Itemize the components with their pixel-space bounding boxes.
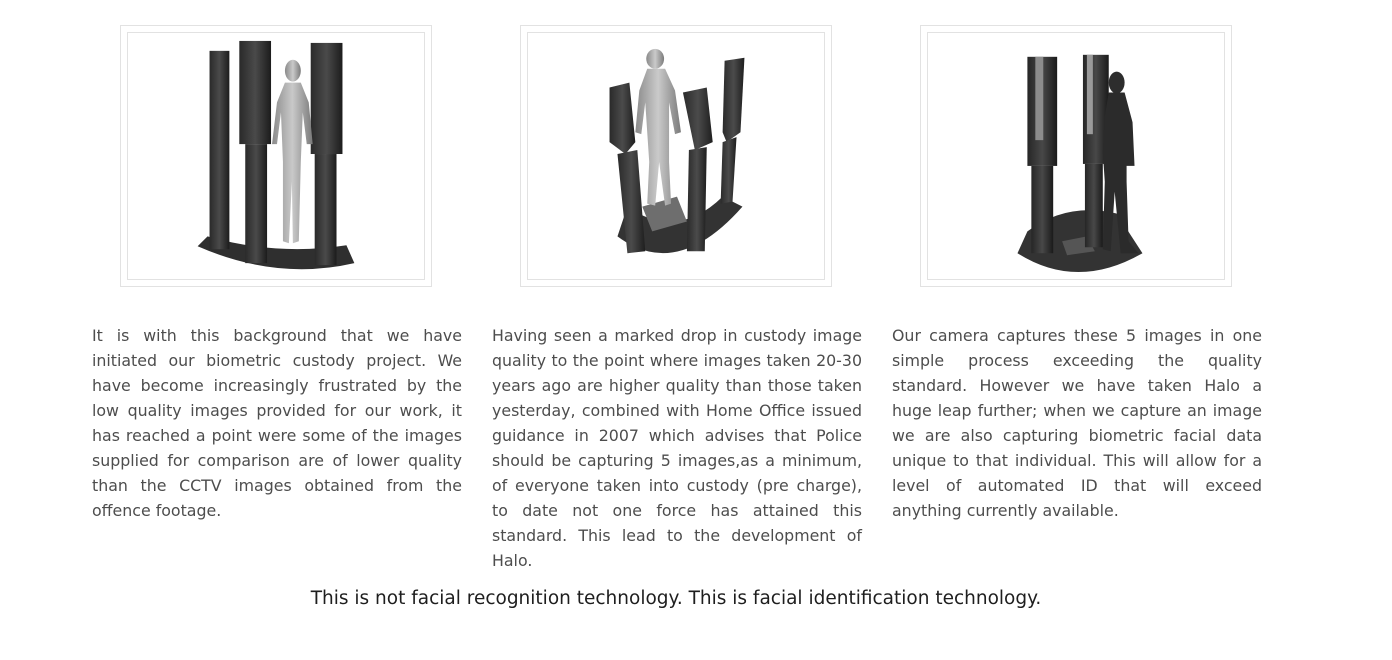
image-border <box>527 32 825 280</box>
booth-image-front <box>120 25 432 287</box>
custody-paragraph: Having seen a marked drop in custody image quality to the point where images taken 20-30 years ago are higher quality than those taken yesterday, combined with Home Office issued guidance in 2007 which advises that Police should be capturing 5 images,as a minimum, of everyone taken into custody (pre charge), to date not one force has attained this standard. This lead to the development of Halo. <box>492 326 862 570</box>
camera-paragraph: Our camera captures these 5 images in one simple process exceeding the quality standard. However we have taken Halo a huge leap further; when we capture an image we are also capturing biometric facial data unique to that individual. This will allow for a level of automated ID that will exceed anything currently available. <box>892 326 1262 520</box>
booth-image-top <box>520 25 832 287</box>
image-border <box>127 32 425 280</box>
intro-paragraph: It is with this background that we have initiated our biometric custody project. We have become increasingly frustrated by the low quality images provided for our work, it has reached a point were some of the images supplied for comparison are of lower quality than the CCTV images obtained from the offence footage. <box>92 326 462 520</box>
image-border <box>927 32 1225 280</box>
booth-side-illustration <box>928 33 1224 279</box>
booth-top-illustration <box>528 33 824 279</box>
booth-image-side <box>920 25 1232 287</box>
booth-front-illustration <box>128 33 424 279</box>
tagline: This is not facial recognition technology. This is facial identification technology. <box>310 588 1042 609</box>
